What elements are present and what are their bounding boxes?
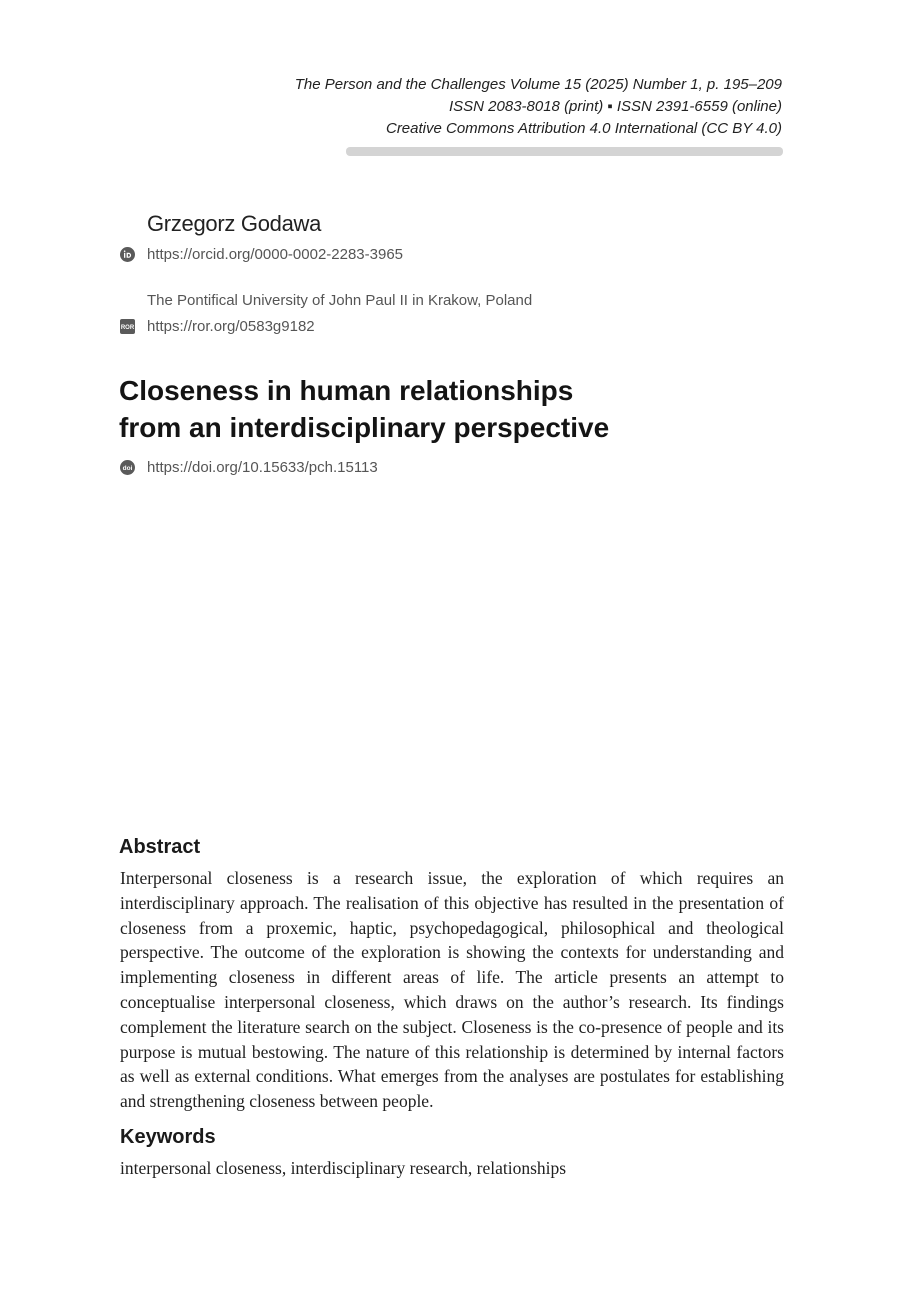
- journal-issn: ISSN 2083-8018 (print) ▪ ISSN 2391-6559 (online): [448, 98, 782, 115]
- abstract-heading: Abstract: [119, 836, 201, 858]
- author-affiliation: The Pontifical University of John Paul II in Krakow, Poland: [147, 292, 533, 309]
- journal-license: Creative Commons Attribution 4.0 International (CC BY 4.0): [385, 120, 782, 137]
- header-rule: [346, 147, 783, 156]
- journal-header: [262, 74, 782, 140]
- svg-text:ROR: ROR: [120, 324, 135, 331]
- keywords-text: interpersonal closeness, interdisciplinary research, relationships: [120, 1158, 567, 1178]
- doi-link[interactable]: https://doi.org/10.15633/pch.15113: [147, 458, 378, 476]
- orcid-link[interactable]: https://orcid.org/0000-0002-2283-3965: [147, 245, 404, 263]
- doi-icon: [120, 460, 135, 475]
- author-name: Grzegorz Godawa: [147, 211, 322, 236]
- doi-row[interactable]: [120, 457, 378, 477]
- abstract-text: Interpersonal closeness is a research issue, the exploration of which requires an interdisciplinary approach. The realisation of this objective has resulted in the presentation of closeness from a proxemic, haptic, psychopedagogical, philosophical and theological perspective. The outcome of the exploration is showing the contexts for understanding and implementing closeness in different areas of life. The article presents an attempt to conceptualise interpersonal closeness, which draws on the author’s research. Its findings complement the literature search on the subject. Closeness is the co-presence of people and its purpose is mutual bestowing. The nature of this relationship is determined by internal factors as well as external conditions. What emerges from the analyses are postulates for establishing and strengthening closeness between people.: [120, 868, 784, 1112]
- keywords-heading: Keywords: [120, 1126, 216, 1148]
- svg-text:doi: doi: [122, 464, 133, 472]
- article-title-line-2: from an interdisciplinary perspective: [119, 412, 610, 443]
- orcid-row[interactable]: [120, 244, 403, 264]
- journal-citation: The Person and the Challenges Volume 15 (2025) Number 1, p. 195–209: [294, 76, 782, 93]
- ror-icon: [120, 319, 135, 334]
- orcid-icon: [120, 247, 135, 262]
- article-title-line-1: Closeness in human relationships: [119, 375, 574, 406]
- article-title: [119, 372, 799, 446]
- ror-link[interactable]: https://ror.org/0583g9182: [147, 317, 315, 335]
- ror-row[interactable]: [120, 316, 315, 336]
